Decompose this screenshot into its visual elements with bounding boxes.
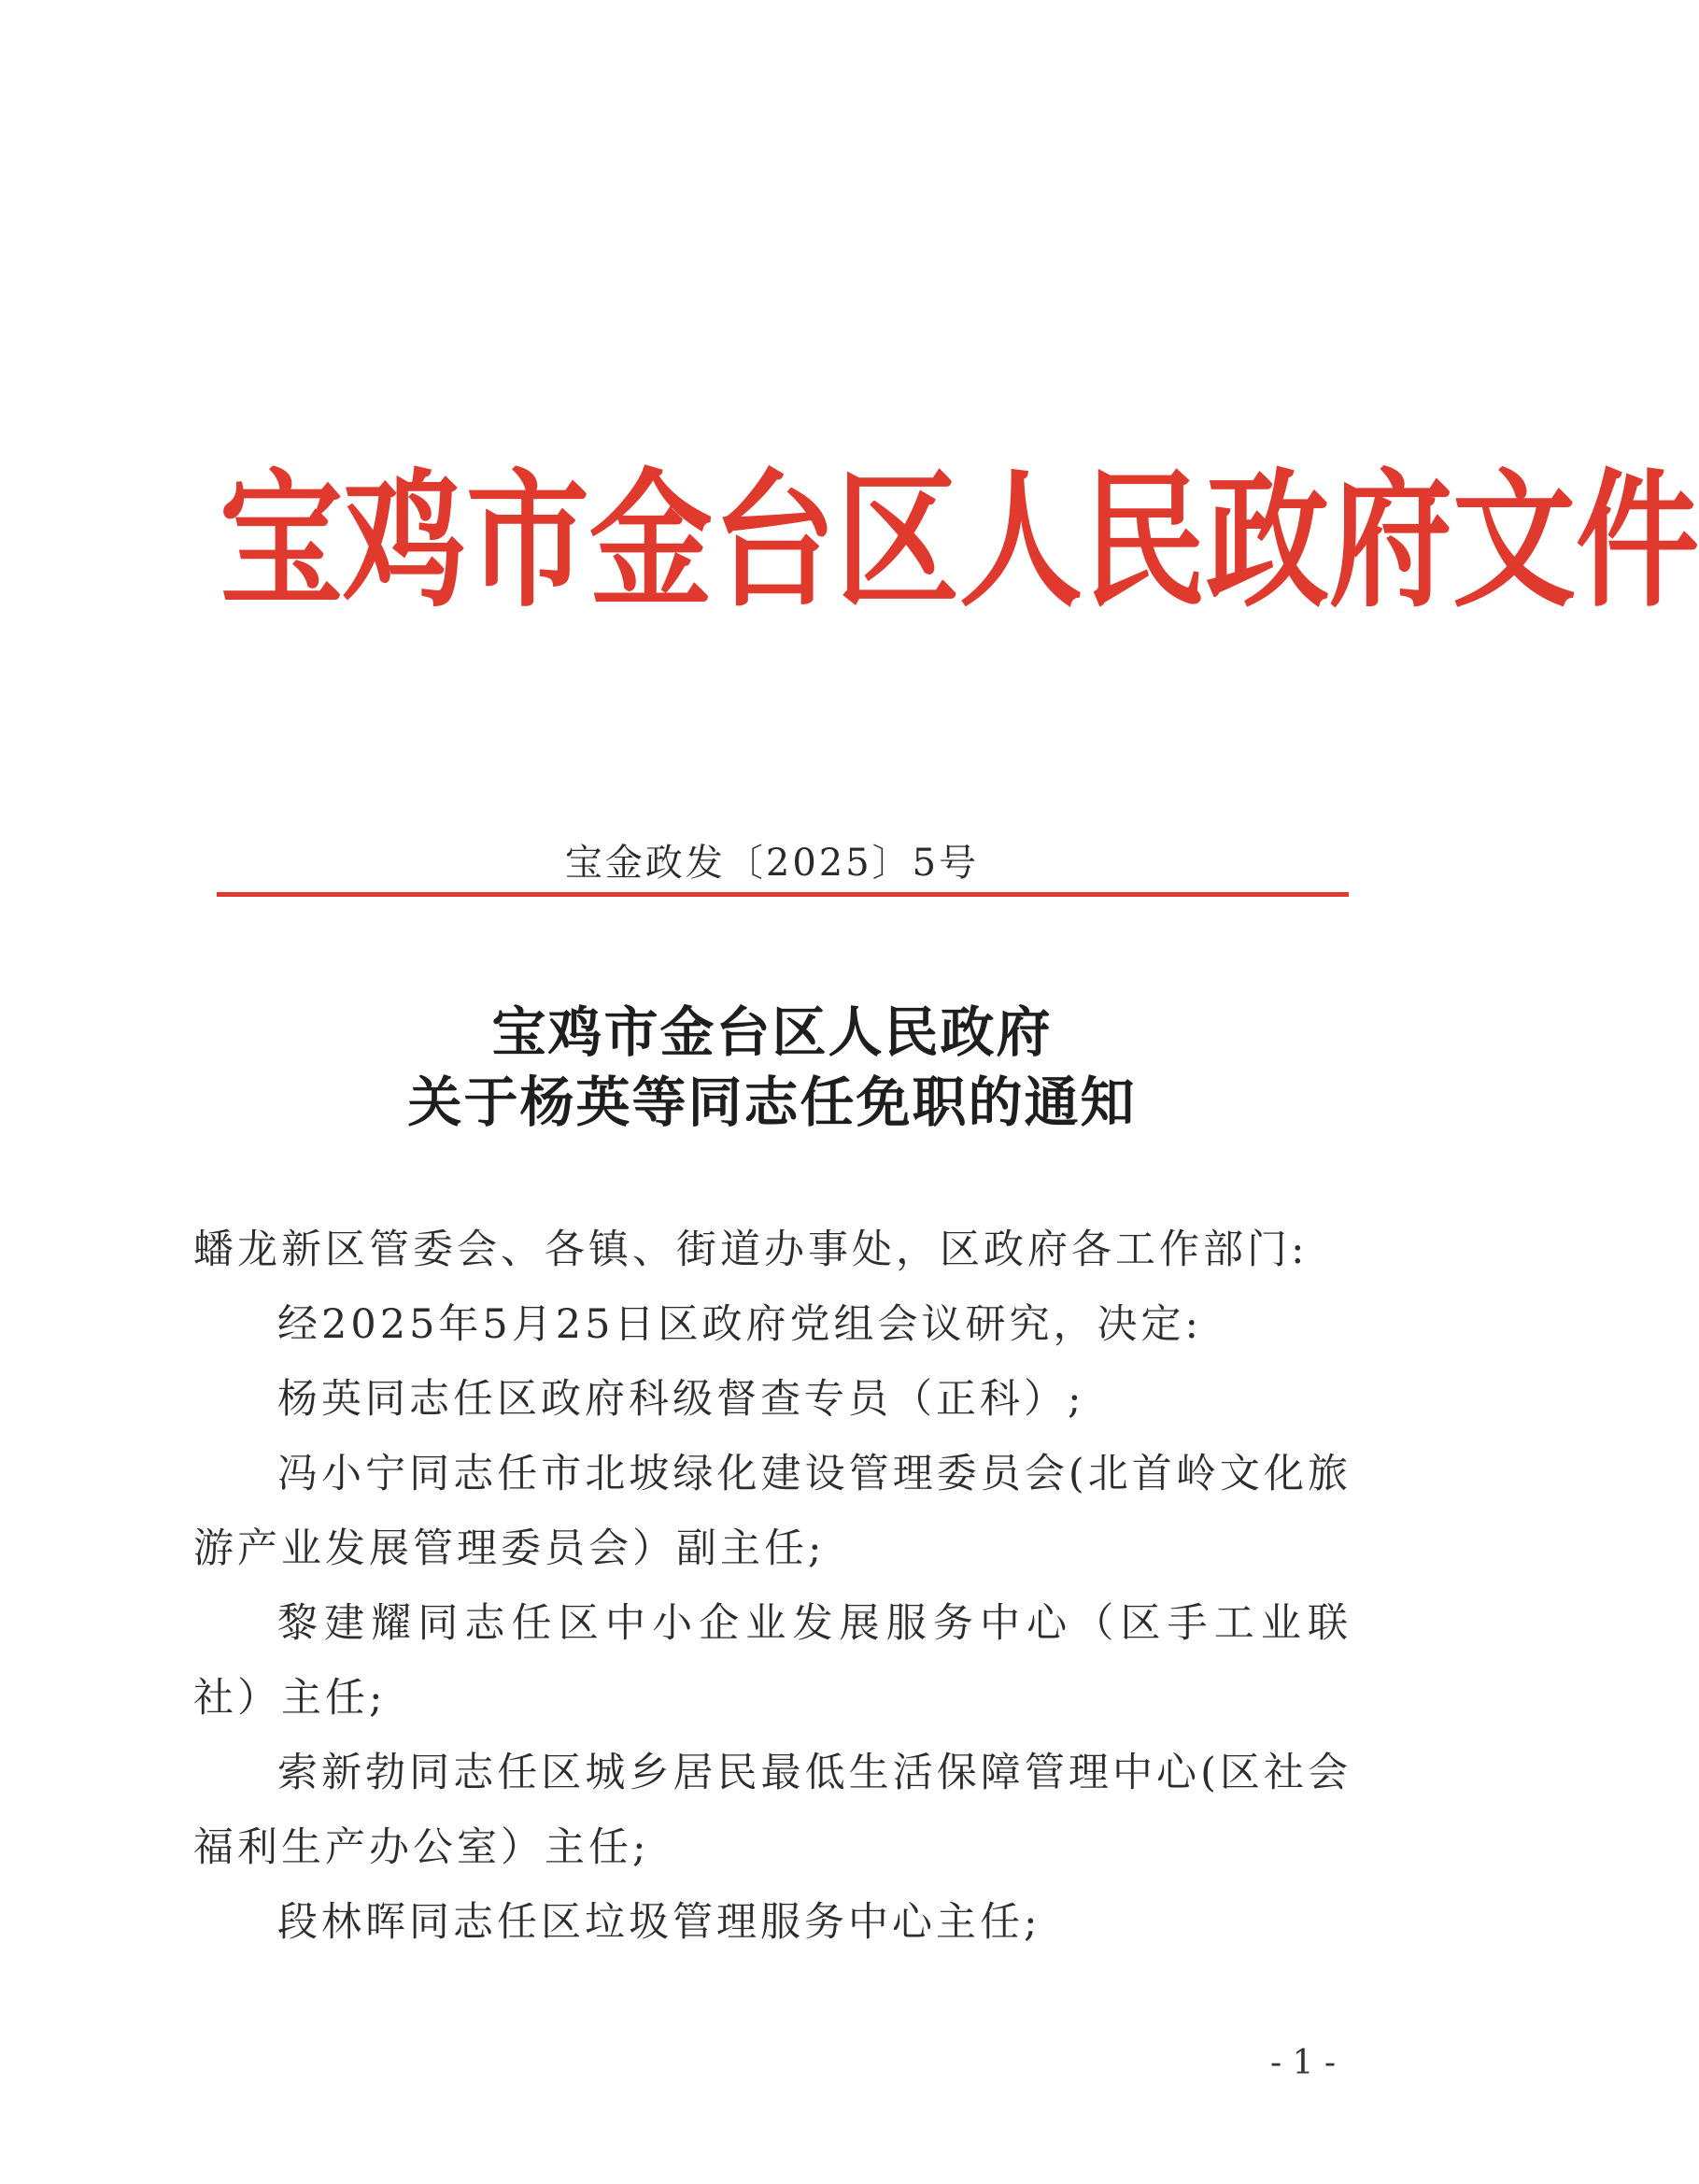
red-masthead <box>219 430 1699 654</box>
masthead-character: 人 <box>959 455 1083 629</box>
masthead-character: 鸡 <box>343 455 466 629</box>
masthead-character: 宝 <box>219 455 343 629</box>
masthead-character: 区 <box>836 455 959 629</box>
body-paragraph: 杨英同志任区政府科级督查专员（正科）; <box>277 1376 1085 1423</box>
masthead-character: 府 <box>1329 455 1452 629</box>
masthead-character: 台 <box>713 455 836 629</box>
document-title-line-2: 关于杨英等同志任免职的通知 <box>407 1071 1137 1134</box>
addressee: 蟠龙新区管委会、各镇、街道办事处，区政府各工作部门: <box>193 1227 1309 1273</box>
masthead-character: 政 <box>1206 455 1329 629</box>
body-paragraph: 黎建耀同志任区中小企业发展服务中心（区手工业联社）主任; <box>193 1600 1352 1722</box>
document-title-line-1: 宝鸡市金台区人民政府 <box>491 1000 1053 1064</box>
page-number: - 1 - <box>1269 2044 1337 2082</box>
masthead-character: 市 <box>466 455 589 629</box>
body-paragraph: 冯小宁同志任市北坡绿化建设管理委员会(北首岭文化旅游产业发展管理委员会）副主任; <box>193 1451 1352 1572</box>
masthead-character: 件 <box>1576 455 1699 629</box>
document-body <box>193 1213 1352 1960</box>
body-paragraph: 经2025年5月25日区政府党组会议研究，决定: <box>277 1301 1202 1348</box>
masthead-character: 金 <box>589 455 713 629</box>
red-divider-line <box>217 892 1349 897</box>
masthead-character: 文 <box>1452 455 1576 629</box>
document-number: 宝金政发〔2025〕5号 <box>564 842 980 885</box>
body-paragraph: 段林晖同志任区垃圾管理服务中心主任; <box>277 1899 1041 1946</box>
body-paragraph: 索新勃同志任区城乡居民最低生活保障管理中心(区社会福利生产办公室）主任; <box>193 1750 1352 1871</box>
masthead-character: 民 <box>1083 455 1206 629</box>
